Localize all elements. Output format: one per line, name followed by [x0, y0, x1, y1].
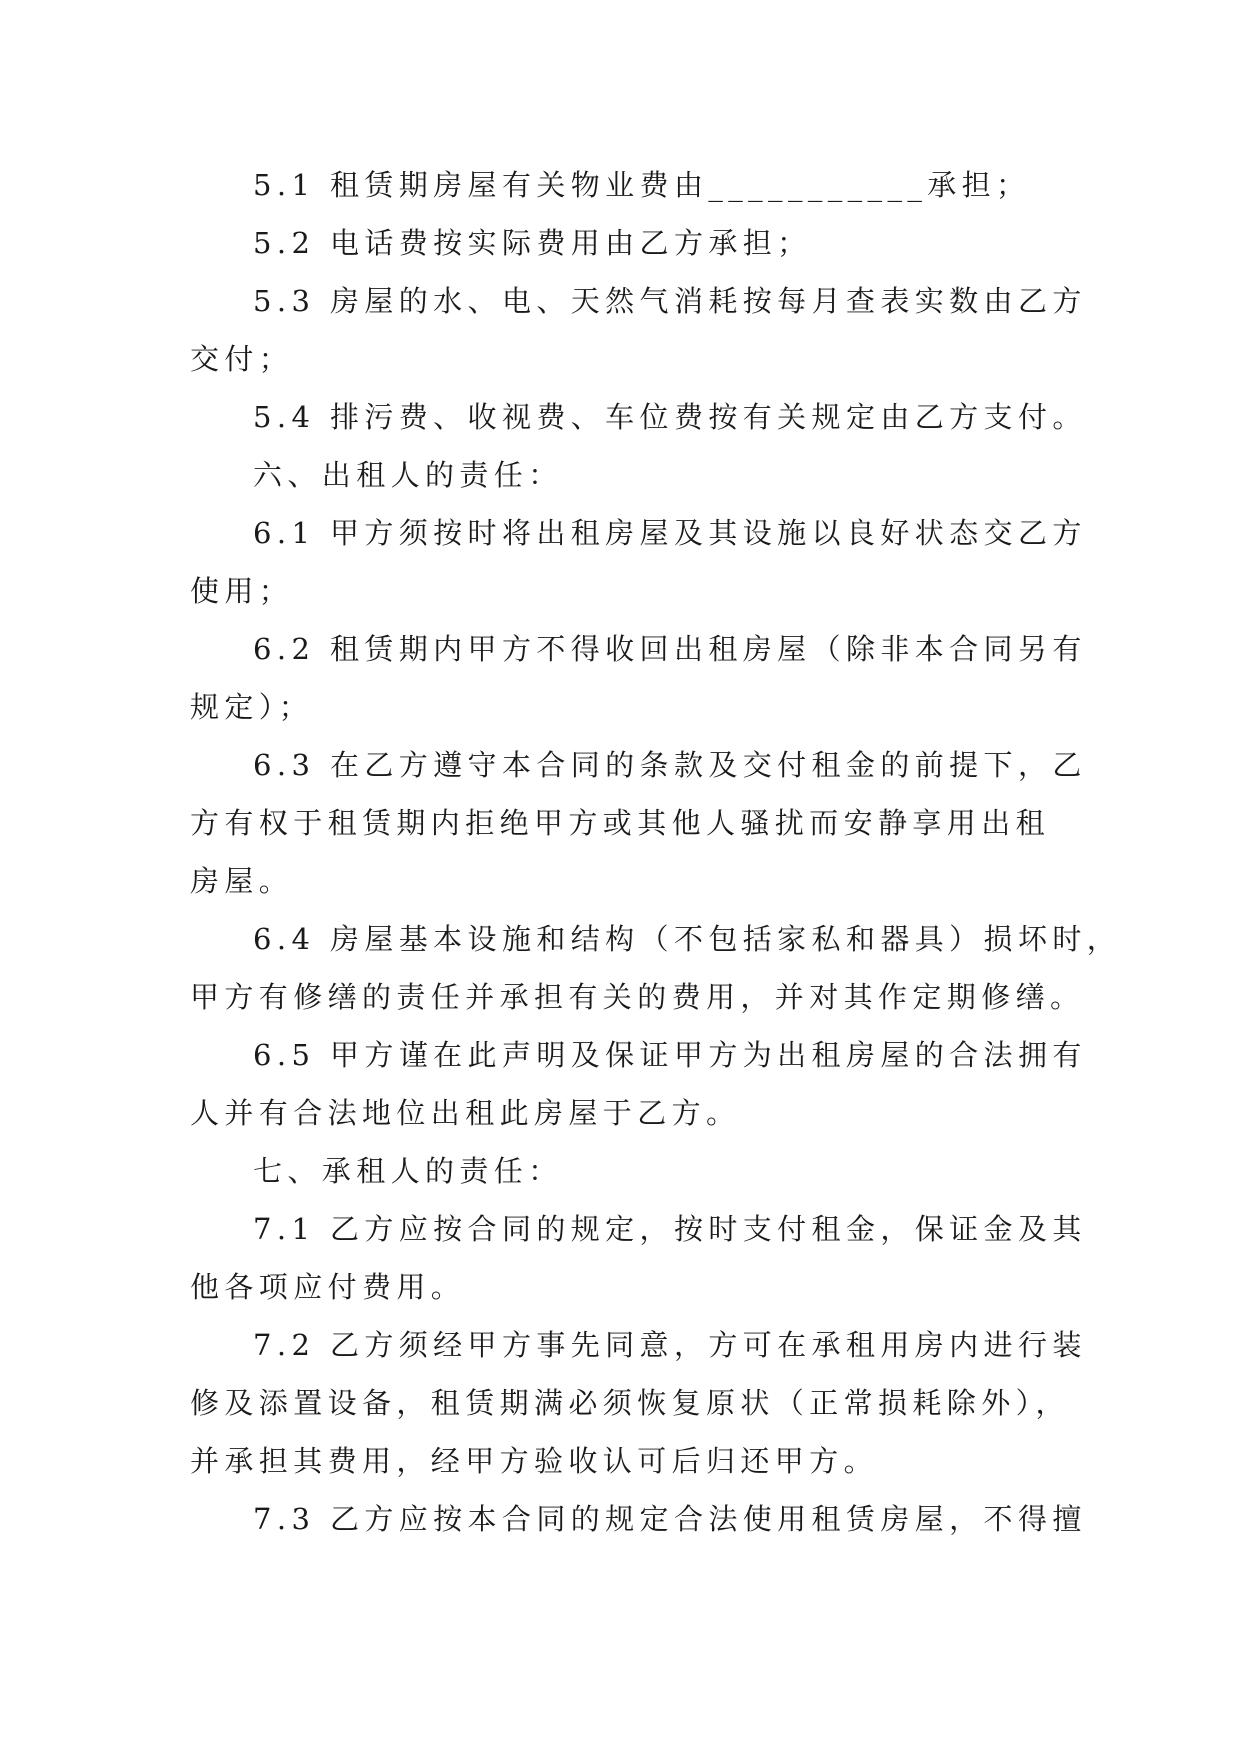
- text-line: 5.3 房屋的水、电、天然气消耗按每月查表实数由乙方: [253, 284, 1087, 318]
- section-heading: 七、承租人的责任：: [253, 1154, 563, 1188]
- text-line: 5.4 排污费、收视费、车位费按有关规定由乙方支付。: [253, 400, 1087, 434]
- text-line: 甲方有修缮的责任并承担有关的费用，并对其作定期修缮。: [190, 980, 1085, 1014]
- text-line: 使用；: [190, 574, 294, 608]
- text-line: 方有权于租赁期内拒绝甲方或其他人骚扰而安静享用出租: [190, 806, 1051, 840]
- text-line: 人并有合法地位出租此房屋于乙方。: [190, 1096, 741, 1130]
- text-line: 7.1 乙方应按合同的规定，按时支付租金，保证金及其: [253, 1212, 1087, 1246]
- text-line: 修及添置设备，租赁期满必须恢复原状（正常损耗除外），: [190, 1386, 1070, 1420]
- text-line: 6.5 甲方谨在此声明及保证甲方为出租房屋的合法拥有: [253, 1038, 1087, 1072]
- text-line: 交付；: [190, 342, 294, 376]
- text-line: 6.4 房屋基本设施和结构（不包括家私和器具）损坏时，: [253, 922, 1122, 956]
- text-line: 7.2 乙方须经甲方事先同意，方可在承租用房内进行装: [253, 1328, 1087, 1362]
- text-line: 并承担其费用，经甲方验收认可后归还甲方。: [190, 1444, 879, 1478]
- text-line: 5.2 电话费按实际费用由乙方承担；: [253, 226, 812, 260]
- section-heading: 六、出租人的责任：: [253, 458, 563, 492]
- text-line: 规定）；: [190, 690, 314, 724]
- text-line: 他各项应付费用。: [190, 1270, 466, 1304]
- text-line: 6.3 在乙方遵守本合同的条款及交付租金的前提下，乙: [253, 748, 1087, 782]
- text-line: 6.2 租赁期内甲方不得收回出租房屋（除非本合同另有: [253, 632, 1087, 666]
- text-line: 5.1 租赁期房屋有关物业费由___________承担；: [253, 168, 1031, 202]
- text-line: 6.1 甲方须按时将出租房屋及其设施以良好状态交乙方: [253, 516, 1087, 550]
- text-line: 房屋。: [190, 864, 294, 898]
- text-line: 7.3 乙方应按本合同的规定合法使用租赁房屋，不得擅: [253, 1502, 1087, 1536]
